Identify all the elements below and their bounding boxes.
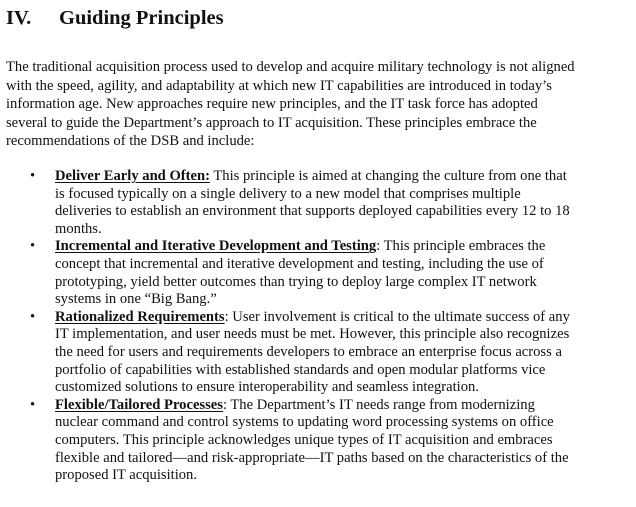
principle-line (55, 168, 630, 186)
intro-line: recommendations of the DSB and include: (6, 133, 255, 150)
principle-flexible-tailored-processes (0, 397, 630, 485)
principle-line: the need for users and requirements developers to embrace an enterprise focus across a (55, 343, 562, 360)
principle-line (55, 397, 630, 415)
principle-rationalized-requirements (0, 309, 630, 397)
principle-line: systems in one “Big Bang.” (55, 291, 217, 308)
principle-text: : The Department’s IT needs range from modernizing (222, 396, 535, 413)
principle-line: concept that incremental and iterative development and testing, including the use of (55, 255, 544, 272)
intro-line: information age. New approaches require new principles, and the IT task force has adopted (6, 96, 538, 113)
principle-line: computers. This principle acknowledges unique types of IT acquisition and embraces (55, 431, 553, 448)
principle-line: proposed IT acquisition. (55, 467, 197, 484)
principles-list (0, 168, 636, 485)
intro-line: The traditional acquisition process used to develop and acquire military technology is not aligned (6, 59, 575, 75)
principle-line: nuclear command and control systems to updating word processing systems on office (55, 414, 554, 431)
principle-line (55, 238, 630, 256)
principle-line: is focused typically on a single delivery to a new model that comprises multiple (55, 185, 521, 202)
bullet-marker: • (30, 168, 36, 184)
bullet-marker: • (30, 238, 36, 255)
principle-line: IT implementation, and user needs must be met. However, this principle also recognizes (55, 326, 570, 343)
principle-deliver-early-and-often (0, 168, 630, 238)
bullet-marker: • (30, 308, 36, 325)
principle-line: flexible and tailored—and risk-appropriate—IT paths based on the characteristics of the (55, 449, 569, 466)
intro-line: with the speed, agility, and adaptability at which new IT capabilities are introduced in today’s (6, 77, 552, 94)
principle-term: Rationalized Requirements (55, 308, 225, 325)
principle-text: This principle is aimed at changing the culture from one that (209, 168, 567, 184)
section-title: Guiding Principles (59, 7, 224, 29)
principle-line: customized solutions to ensure interoperability and seamless integration. (55, 379, 479, 396)
section-heading (6, 5, 224, 31)
principle-term: Incremental and Iterative Development and Testing (55, 238, 377, 255)
bullet-marker: • (30, 396, 36, 413)
principle-line (55, 309, 630, 327)
principle-term: Deliver Early and Often: (55, 168, 210, 184)
principle-term: Flexible/Tailored Processes (55, 396, 223, 413)
principle-line: deliveries to establish an environment that supports deployed capabilities every 12 to 18 (55, 203, 570, 220)
principle-line: portfolio of capabilities with established standards and open modular platforms vice (55, 361, 546, 378)
principle-incremental-iterative (0, 238, 630, 308)
principle-text: : User involvement is critical to the ultimate success of any (224, 308, 570, 325)
intro-line: several to guide the Department’s approach to IT acquisition. These principles embrace the (6, 114, 537, 131)
intro-paragraph (6, 58, 634, 151)
section-number: IV. (6, 7, 32, 29)
principle-line: prototyping, yield better outcomes than trying to deploy large complex IT network (55, 273, 537, 290)
principle-line: months. (55, 220, 102, 237)
principle-text: : This principle embraces the (376, 238, 546, 255)
